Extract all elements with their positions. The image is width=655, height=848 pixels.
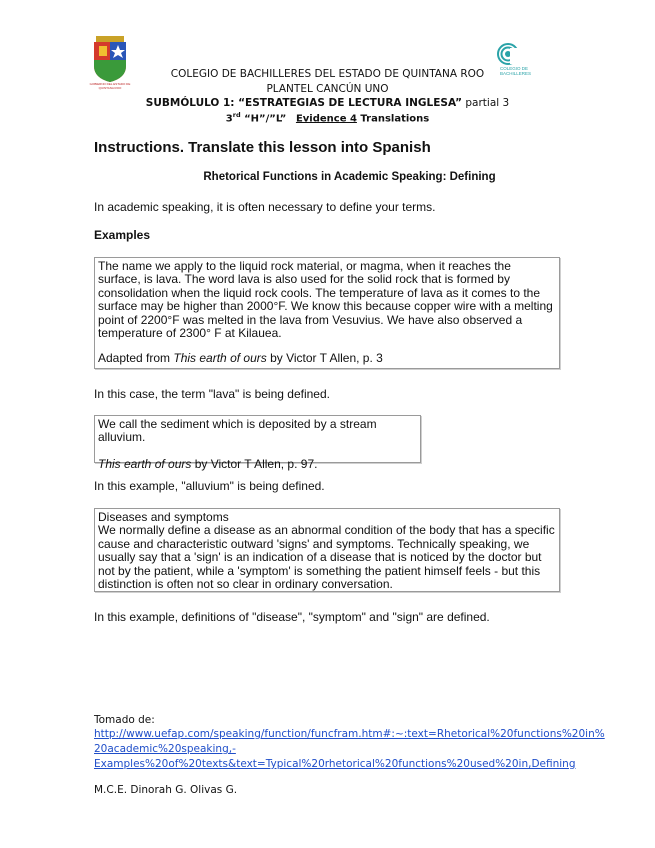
note-lava: In this case, the term "lava" is being defined. bbox=[94, 387, 330, 401]
grade-suffix: rd bbox=[232, 111, 241, 119]
example-alluvium-text: We call the sediment which is deposited by a stream alluvium. bbox=[98, 417, 377, 445]
source-author: by Victor T Allen, p. 3 bbox=[266, 351, 383, 366]
example-lava-source bbox=[98, 352, 556, 365]
note-alluvium: In this example, "alluvium" is being defined. bbox=[94, 479, 325, 493]
source-book-title: This earth of ours bbox=[98, 456, 192, 471]
example-box-lava bbox=[94, 257, 560, 369]
school-name: COLEGIO DE BACHILLERES DEL ESTADO DE QUINTANA ROO bbox=[170, 68, 485, 80]
example-diseases-text: We normally define a disease as an abnormal condition of the body that has a specific cause and characteristic outward 'signs' and symptoms. Technically speaking, we usually say that a 'sign' is an indication of a disease that is noticed by the doctor but not by the patient, while a 'symptom' is something the patient himself feels - but this distinction is often not so clear in ordinary conversation. bbox=[98, 523, 555, 592]
source-link[interactable] bbox=[94, 727, 605, 772]
instructions-heading: Instructions. Translate this lesson into Spanish bbox=[94, 139, 431, 156]
source-author: by Victor T Allen, p. 97. bbox=[191, 456, 318, 471]
groups: “H”/”L” bbox=[240, 113, 287, 125]
intro-paragraph: In academic speaking, it is often necessary to define your terms. bbox=[94, 200, 436, 214]
evidence-line bbox=[0, 111, 655, 124]
source-book-title: This earth of ours bbox=[173, 351, 267, 366]
source-label: Tomado de: bbox=[94, 714, 155, 726]
example-lava-text: The name we apply to the liquid rock material, or magma, when it reaches the surface, is lava. The word lava is also used for the solid rock that is formed by consolidation when the liquid rock cools. The temperature of lava as it comes to the surface may be higher than 2000°F. We know this because copper wire with a melting point of 2200°F was melted in the lava from Vesuvius. We have also observed a temperature of 2300° F at Kilauea. bbox=[98, 259, 553, 341]
state-coat-of-arms-logo bbox=[90, 36, 130, 90]
evidence-type: Translations bbox=[356, 113, 430, 125]
note-diseases: In this example, definitions of "disease", "symptom" and "sign" are defined. bbox=[94, 610, 490, 624]
source-link-line-3[interactable]: Examples%20of%20texts&text=Typical%20rhetorical%20functions%20used%20in,Defining bbox=[94, 758, 576, 770]
partial-label: partial 3 bbox=[462, 97, 510, 109]
source-prefix: Adapted from bbox=[98, 351, 174, 366]
example-alluvium-source bbox=[98, 458, 417, 471]
example-diseases-title: Diseases and symptoms bbox=[98, 510, 229, 524]
submodule-line bbox=[0, 97, 655, 109]
grade: 3 bbox=[225, 113, 233, 125]
logo-right-caption: COLEGIO DE BACHILLERES bbox=[500, 66, 532, 76]
examples-heading: Examples bbox=[94, 228, 151, 242]
logo-left-caption: GOBIERNO DEL ESTADO DE QUINTANA ROO bbox=[89, 82, 131, 90]
source-link-line-2[interactable]: 20academic%20speaking,- bbox=[94, 743, 236, 755]
example-box-alluvium bbox=[94, 415, 421, 471]
lesson-subtitle: Rhetorical Functions in Academic Speaking: Defining bbox=[203, 171, 496, 183]
author-signature: M.C.E. Dinorah G. Olivas G. bbox=[94, 784, 238, 796]
example-box-diseases bbox=[94, 508, 560, 592]
evidence-number: Evidence 4 bbox=[295, 113, 357, 125]
campus-name: PLANTEL CANCÚN UNO bbox=[266, 83, 389, 95]
source-link-line-1[interactable]: http://www.uefap.com/speaking/function/funcfram.htm#:~:text=Rhetorical%20functions%20in% bbox=[94, 728, 605, 740]
submodule-title: SUBMÓLULO 1: “ESTRATEGIAS DE LECTURA INGLESA” bbox=[145, 97, 463, 109]
